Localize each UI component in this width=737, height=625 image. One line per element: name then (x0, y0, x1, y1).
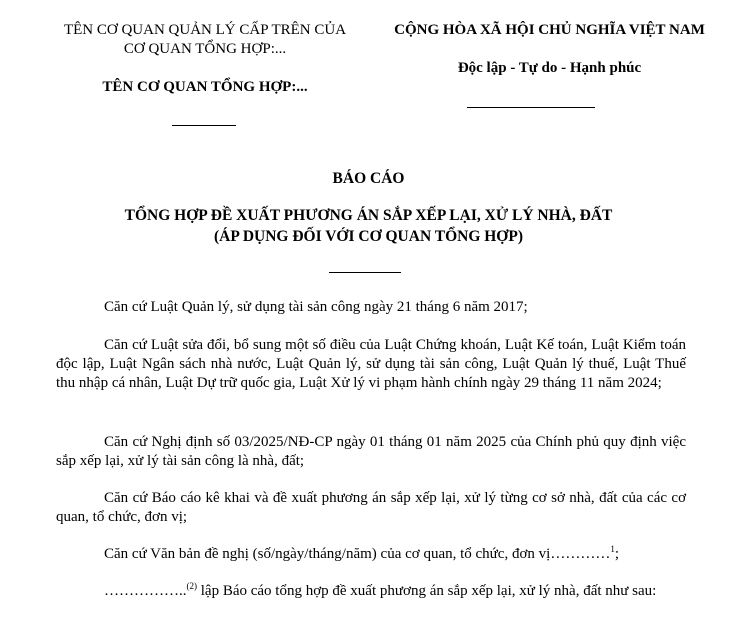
paragraph-5-text: Căn cứ Văn bản đề nghị (số/ngày/tháng/năm) của cơ quan, tổ chức, đơn vị………… (104, 546, 611, 562)
report-title: BÁO CÁO (332, 170, 405, 187)
right-divider (467, 107, 595, 108)
agency-placeholder: …………….. (104, 583, 187, 599)
paragraph-2 (56, 336, 686, 393)
title-divider (329, 272, 401, 273)
paragraph-1 (56, 298, 686, 317)
paragraph-5 (56, 545, 686, 564)
paragraph-3 (56, 433, 686, 471)
reporting-agency-name: TÊN CƠ QUAN TỔNG HỢP:... (102, 79, 308, 95)
national-motto: Độc lập - Tự do - Hạnh phúc (457, 60, 642, 76)
footnote-ref-1: 1 (610, 544, 615, 554)
superior-agency-line1: TÊN CƠ QUAN QUẢN LÝ CẤP TRÊN CỦA (63, 22, 347, 38)
nation-name: CỘNG HÒA XÃ HỘI CHỦ NGHĨA VIỆT NAM (394, 22, 705, 38)
report-subtitle-line1: TỔNG HỢP ĐỀ XUẤT PHƯƠNG ÁN SẮP XẾP LẠI, XỬ LÝ NHÀ, ĐẤT (124, 207, 613, 224)
paragraph-4-text: Căn cứ Báo cáo kê khai và đề xuất phương án sắp xếp lại, xử lý từng cơ sở nhà, đất của các cơ quan, tổ chức, đơn vị; (56, 490, 686, 525)
paragraph-1-text: Căn cứ Luật Quản lý, sử dụng tài sản công ngày 21 tháng 6 năm 2017; (104, 299, 528, 315)
paragraph-6 (56, 582, 686, 601)
footnote-ref-2: (2) (186, 581, 197, 591)
paragraph-4 (56, 489, 686, 527)
paragraph-2-text: Căn cứ Luật sửa đổi, bổ sung một số điều của Luật Chứng khoán, Luật Kế toán, Luật Kiểm toán độc lập, Luật Ngân sách nhà nước, Luật Quản lý, sử dụng tài sản công, Luật Quản lý thuế, Luật Thuế thu nhập cá nhân, Luật Dự trữ quốc gia, Luật Xử lý vi phạm hành chính ngày 29 tháng 11 năm 2024; (56, 337, 686, 391)
left-divider (172, 125, 236, 126)
paragraph-3-text: Căn cứ Nghị định số 03/2025/NĐ-CP ngày 01 tháng 01 năm 2025 của Chính phủ quy định việc sắp xếp lại, xử lý tài sản công là nhà, đất; (56, 434, 686, 469)
report-subtitle-line2: (ÁP DỤNG ĐỐI VỚI CƠ QUAN TỔNG HỢP) (213, 228, 523, 245)
paragraph-6-text: lập Báo cáo tổng hợp đề xuất phương án sắp xếp lại, xử lý nhà, đất như sau: (197, 583, 657, 599)
superior-agency-line2: CƠ QUAN TỔNG HỢP:... (123, 41, 287, 57)
paragraph-5-end: ; (614, 546, 619, 562)
